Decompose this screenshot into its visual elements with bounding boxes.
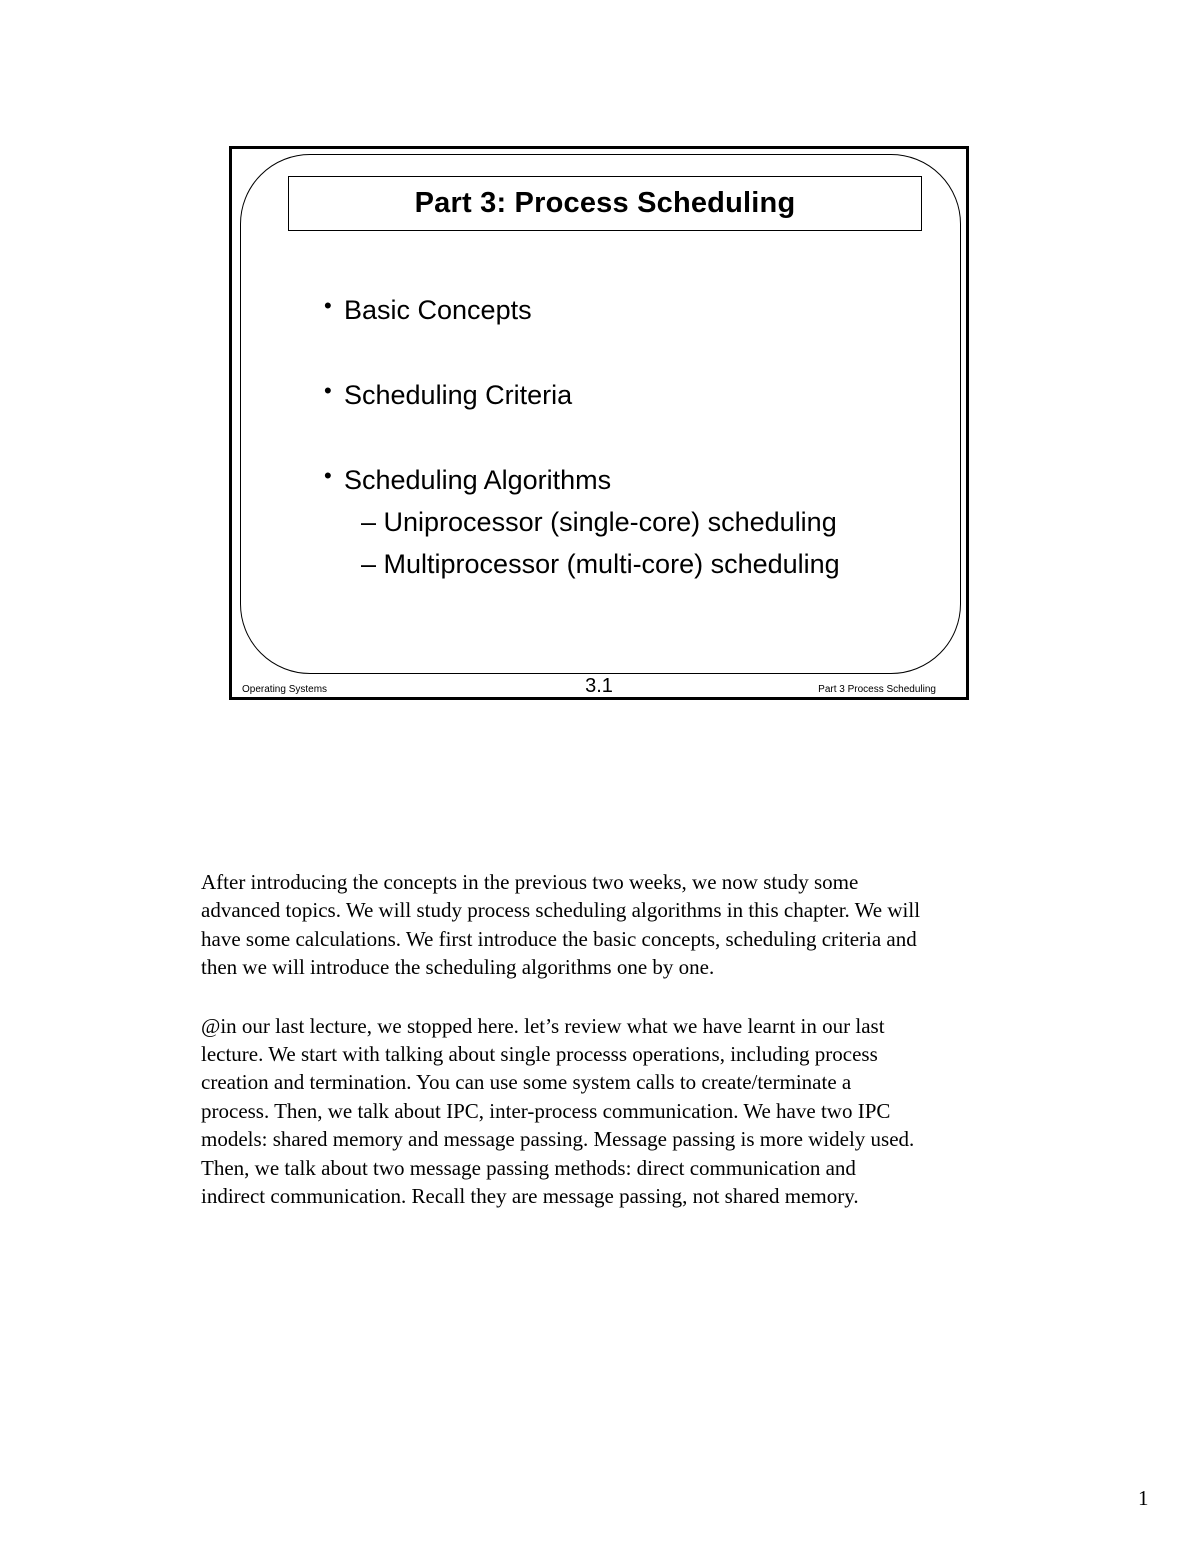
speaker-notes (201, 868, 921, 1210)
notes-paragraph: After introducing the concepts in the previous two weeks, we now study some advanced topics. We will study process scheduling algorithms in this chapter. We will have some calculations. We first introduce the basic concepts, scheduling criteria and then we will introduce the scheduling algorithms one by one. (201, 870, 921, 980)
bullet-label: Scheduling Criteria (344, 380, 573, 410)
bullet-list (324, 289, 840, 585)
slide-number: 3.1 (585, 675, 613, 697)
bullet-label: Basic Concepts (344, 295, 532, 325)
bullet-dot-icon: • (324, 378, 332, 403)
slide-footer-course: Operating Systems (242, 684, 328, 695)
sub-bullet-item: – Multiprocessor (multi-core) scheduling (361, 549, 840, 579)
slide-title (288, 176, 922, 231)
bullet-dot-icon: • (324, 293, 332, 318)
slide-footer-chapter: Part 3 Process Scheduling (818, 684, 936, 695)
slide-title-text: Part 3: Process Scheduling (414, 187, 796, 219)
bullet-label: Scheduling Algorithms (344, 465, 612, 495)
bullet-item (324, 289, 840, 331)
bullet-item (324, 374, 840, 416)
slide-frame (229, 146, 969, 700)
notes-paragraph: @in our last lecture, we stopped here. let’s review what we have learnt in our last lecture. We start with talking about single processs operations, including process creation and termination. You can use some system calls to create/terminate a process. Then, we talk about IPC, inter-process communication. We have two IPC models: shared memory and message passing. Message passing is more widely used. Then, we talk about two message passing methods: direct communication and indirect communication. Recall they are message passing, not shared memory. (201, 1013, 915, 1209)
sub-bullet-item: – Uniprocessor (single-core) scheduling (361, 507, 837, 537)
page-number: 1 (1138, 1486, 1149, 1510)
bullet-item (324, 459, 840, 585)
bullet-dot-icon: • (324, 463, 332, 488)
